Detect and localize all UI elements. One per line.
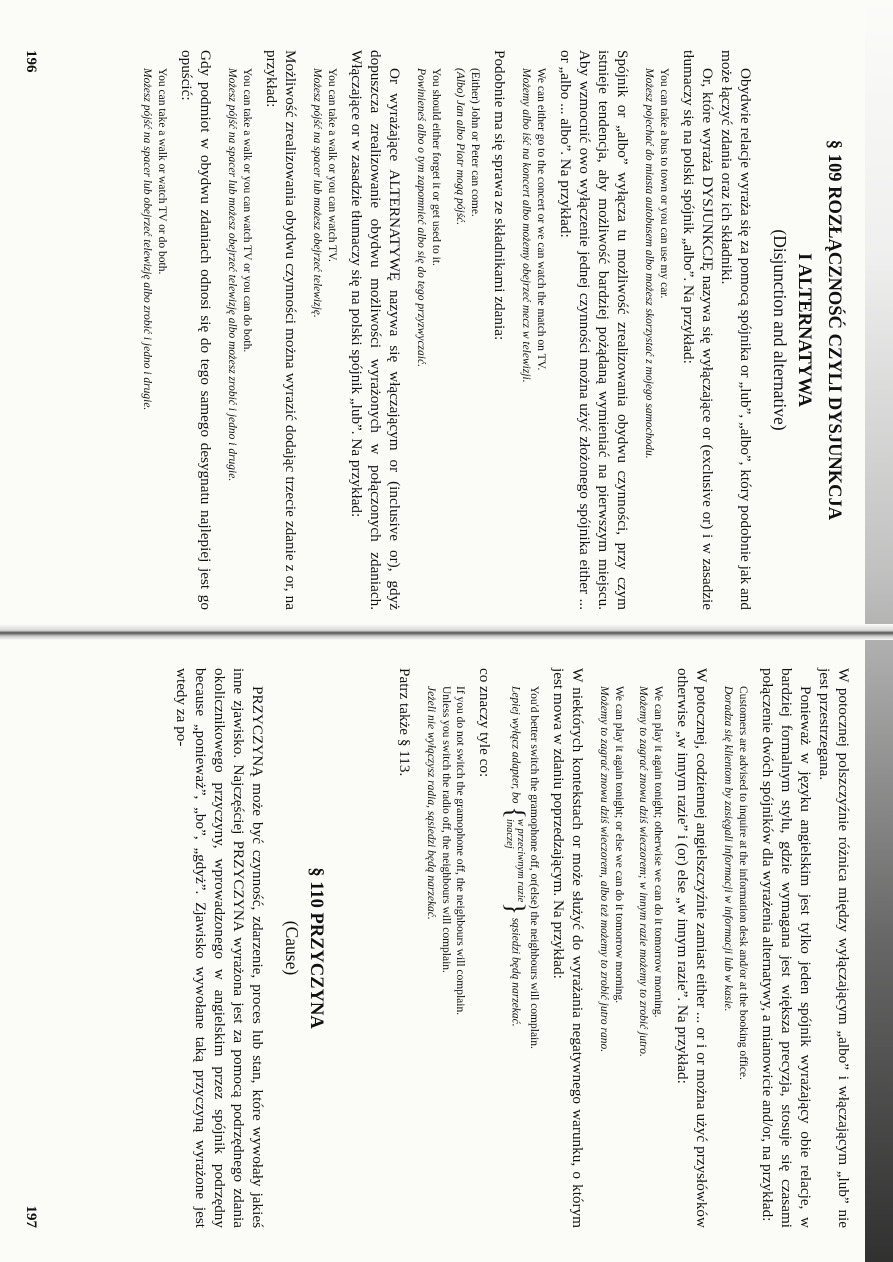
example-english: If you do not switch the gramophone off, the neighbours will complain. [454, 686, 467, 1016]
book-spine-fold [0, 624, 893, 640]
paragraph: Możliwość zrealizowania obydwu czynności można wyrazić dodając trzecie zdanie z or, na przykład: [263, 50, 299, 610]
example-english: You can take a walk or you can watch TV. [326, 68, 338, 262]
example-polish-suffix: sąsiedzi będą narzekać. [509, 917, 522, 1027]
example-english: Customers are advised to inquire at the information desk and/or at the booking office. [737, 686, 749, 1080]
see-also: Patrz także § 113. [396, 668, 413, 777]
paragraph: W niektórych kontekstach or może służyć do wyrażania negatywnego warunku, o którym jest mowa w zdaniu poprzedzającym. Na przykład: [550, 668, 586, 1228]
example-block [597, 686, 665, 1228]
example-english: (Either) John or Peter can come. [469, 68, 481, 217]
alternative-option: inaczej [504, 818, 516, 849]
example-block [225, 68, 254, 610]
example-polish: Powinieneś albo o tym zapomnieć albo się do tego przyzwyczaić. [415, 68, 428, 367]
example-polish: (Albo) Jan albo Piotr mogą pójść. [454, 68, 467, 226]
left-brace-icon: { [501, 806, 531, 819]
paragraph: Or, które wyraża DYSJUNKCJĘ nazywa się wyłączające or (exclusive or) i w zasadzie tłumaczy się na polski spójnik „albo”. Na przykład: [680, 50, 716, 610]
example-block [140, 68, 169, 610]
example-polish: Jeżeli nie wyłączysz radia, sąsiedzi będą narzekać. [425, 686, 438, 920]
example-polish: Możesz pojechać do miasta autobusem albo możesz skorzystać z mojego samochodu. [643, 68, 656, 459]
example-english: We can play it again tonight; otherwise we can do it tomorrow morning. [652, 686, 664, 1018]
paragraph: Podobnie ma się sprawa ze składnikami zdania: [491, 50, 508, 341]
example-block [501, 686, 542, 1228]
example-english: We can play it again tonight; or else we can do it tomorrow morning. [613, 686, 625, 1004]
paragraph: PRZYCZYNĄ może być czynność, zdarzenie, proces lub stan, które wywołały jakieś inne zjawisko. Najczęściej PRZYCZYNA wyrażona jest za pomocą podrzędnego zdania okolicznikowego przyczyny, wprowadzonego w angielskim przez spójnik podrzędny because „ponieważ”, „bo”, „gdyż”. Zjawisko wywołane taką przyczyną wyrażone jest wtedy za po- [173, 668, 266, 1228]
example-block [642, 68, 671, 610]
example-block [310, 68, 339, 610]
example-block [424, 686, 468, 1228]
page-number: 197 [23, 1205, 39, 1228]
section-110-subtitle: (Cause) [282, 920, 302, 976]
paragraph: Spójnik or „albo” wyłącza tu możliwość zrealizowania obydwu czynności, przy czym istnieje tendencja, aby możliwość bardziej pożądaną wymieniać na pierwszym miejscu. Aby wzmocnić owo wyłączenie jednej czynności można użyć złożonego spójnika either ... or „albo ... albo”. Na przykład: [557, 50, 631, 610]
paragraph: Ponieważ w języku angielskim jest tylko jeden spójnik wyrażający obie relacje, w bardziej formalnym stylu, gdzie wymagana jest większa precyzja, stosuje się czasami połączenie dwóch spójników dla wyrażenia alternatywy, a mianowicie and/or, na przykład: [759, 668, 814, 1228]
example-polish-prefix: Lepiej wyłącz adapter, bo [509, 686, 522, 804]
section-109-title: § 109 ROZŁĄCZNOŚĆ CZYLI DYSJUNKCJA [824, 139, 844, 521]
brace-alternatives [501, 806, 531, 915]
example-polish: Możesz pójść na spacer lub możesz obejrzeć telewizję. [311, 68, 324, 318]
section-109-title-line2: I ALTERNATYWA [794, 253, 814, 407]
right-brace-icon: } [501, 902, 531, 915]
example-block [519, 68, 548, 610]
example-polish: Możesz pójść na spacer lub obejrzeć telewizję albo zrobić i jedno i drugie. [141, 68, 154, 411]
example-polish: Możesz pójść na spacer lub możesz obejrzeć telewizję albo możesz zrobić i jedno i drugie. [226, 68, 239, 482]
example-english: You can take a bus to town or you can use my car. [658, 68, 670, 299]
paragraph: W potocznej, codziennej angielszczyźnie zamiast either ... or i or można użyć przysłówków otherwise „w innym razie” i (or) else „w innym razie”. Na przykład: [674, 668, 710, 1228]
example-block [414, 68, 482, 610]
example-polish-with-brace [501, 686, 531, 1228]
example-polish: Możemy to zagrać znowu dziś wieczorem, albo też możemy to zrobić jutro rano. [598, 686, 611, 1053]
page-197 [23, 668, 853, 1228]
alternative-option: w przeciwnym razie [515, 818, 527, 903]
example-polish: Możemy albo iść na koncert albo możemy obejrzeć mecz w telewizji. [520, 68, 533, 383]
example-english: You can take a walk or watch TV or do both. [156, 68, 168, 275]
example-english: Unless you switch the radio off, the neighbours will complain. [440, 686, 452, 973]
page-number: 196 [23, 50, 39, 73]
example-english: You can take a walk or you can watch TV or you can do both. [241, 68, 253, 353]
paragraph: Or wyrażające ALTERNATYWĘ nazywa się włączającym or (inclusive or), gdyż dopuszcza zrealizowanie obydwu możliwości wyrażonych w połączonych zdaniach. Włączające or w zasadzie tłumaczy się na polski spójnik „lub”. Na przykład: [348, 50, 403, 610]
section-109-subtitle: (Disjunction and alternative) [770, 229, 790, 431]
example-polish: Możemy to zagrać znowu dziś wieczorem; w innym razie możemy to zrobić jutro. [637, 686, 650, 1057]
example-english: We can either go to the concert or we can watch the match on TV. [535, 68, 547, 371]
example-block [721, 686, 750, 1228]
paragraph: Gdy podmiot w obydwu zdaniach odnosi się do tego samego desygnatu najlepiej jest go opuścić: [178, 50, 214, 610]
example-polish: Doradza się klientom by zasięgali informacji w informacji lub w kasie. [722, 686, 735, 1012]
paragraph: Obydwie relacje wyraża się za pomocą spójnika or „lub”, „albo”, który podobnie jak and może łączyć zdania oraz ich składniki. [718, 50, 754, 610]
page-196 [23, 50, 853, 610]
section-110-title: § 110 PRZYCZYNA [306, 867, 326, 1029]
example-english: You'd better switch the gramophone off, or(else) the neighbours will complain. [528, 686, 540, 1049]
paragraph: co znaczy tyle co: [476, 668, 494, 778]
example-english: You should either forget it or get used to it. [430, 68, 442, 266]
paragraph: W potocznej polszczyźnie różnica między wyłączającym „albo” i włączającym „lub” nie jest przestrzegana. [816, 668, 852, 1228]
